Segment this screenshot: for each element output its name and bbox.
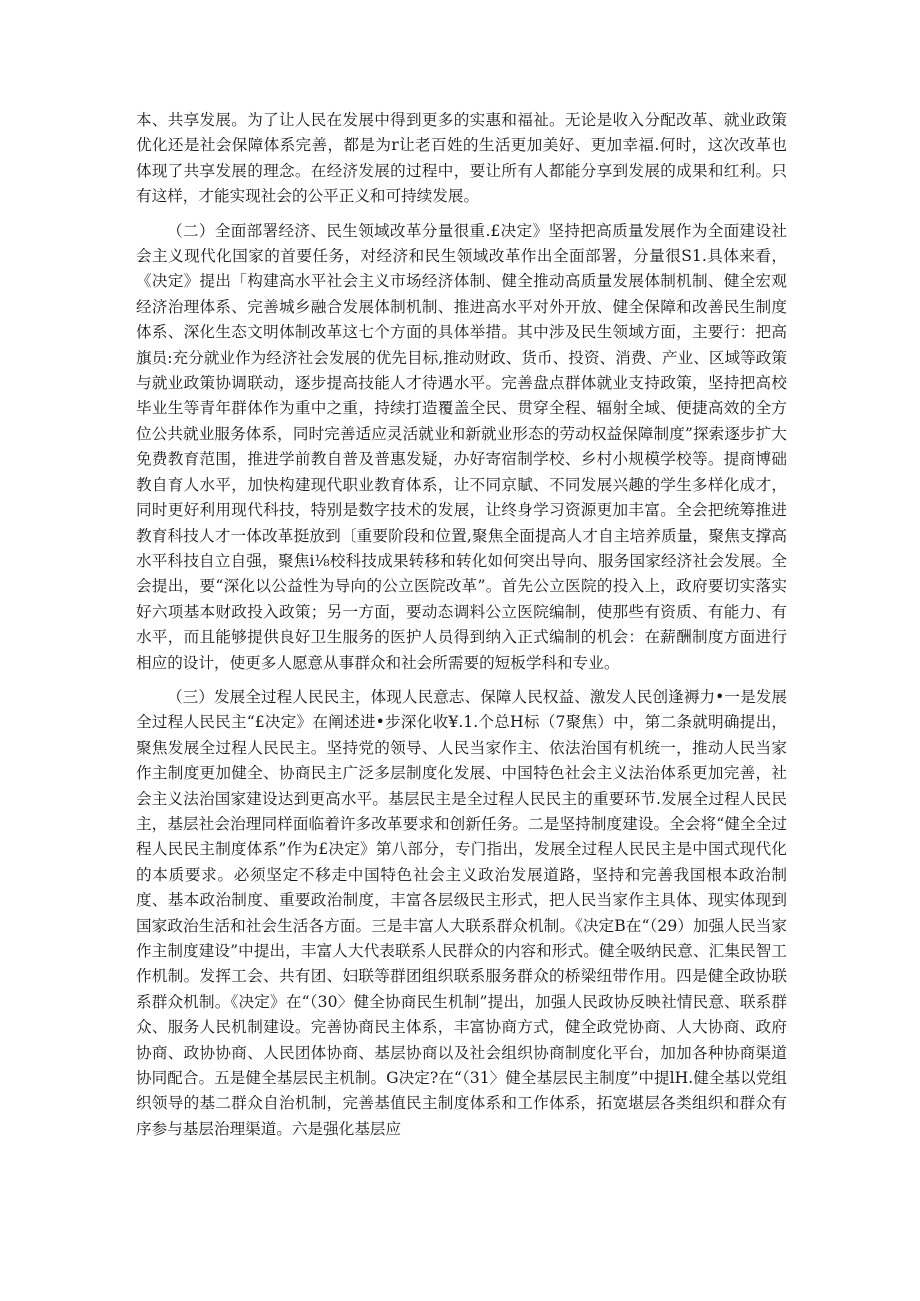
paragraph-economic-livelihood-reform: （二）全面部署经济、民生领域改革分量很重.£决定》坚持把高质量发展作为全面建设社会主义现代化国家的首要任务，对经济和民生领域改革作出全面部署，分量很S1.具体来看，《决定》提出「构建高水平社会主义市场经济体制、健全推动高质量发展体制机制、健全宏观经济治理体系、完善城乡融合发展体制机制、推进高水平对外开放、健全保障和改善民生制度体系、深化生态文明体制改革这七个方面的具体举措。其中涉及民生领域方面，主要行：把高旗员:充分就业作为经济社会发展的优先目标,推动财政、货币、投资、消费、产业、区域等政策与就业政策协调联动，逐步提高技能人才待遇水平。完善盘点群体就业支持政策，坚持把高校毕业生等青年群体作为重中之重，持续打造覆盖全民、贯穿全程、辐射全域、便捷高效的全方位公共就业服务体系，同时完善适应灵活就业和新就业形态的劳动权益保障制度”探索逐步扩大免费教育范围，推进学前教自普及普惠发疑，办好寄宿制学校、乡村小规模学校等。提商博础教自育人水平，加快构建现代职业教育体系，让不同京賦、不同发展兴趣的学生多样化成才，同时更好利用现代科技，特别是数字技术的发展，让终身学习资源更加丰富。全会把统筹推进教育科技人才一体改革挺放到〔重要阶段和位置,聚焦全面提高人才自主培养质量，聚焦支撑高水平科技自立自强，聚焦i⅛校科技成果转移和转化如何突出导向、服务国家经济社会发展。全会提出，要“深化以公益性为导向的公立医院改革”。首先公立医院的投入上，政府要切实落实好六项基本财政投入政策；另一方面，要动态调料公立医院编制，使那些有资质、有能力、有水平，而且能够提供良好卫生服务的医护人员得到纳入正式编制的机会：在薪酬制度方面进行相应的设计，使更多人愿意从事群众和社会所需要的短板学科和专业。 xyxy=(136,221,787,672)
paragraph-shared-development: 本、共享发展。为了让人民在发展中得到更多的实惠和福祉。无论是收入分配改革、就业政策优化还是社会保障体系完善，都是为r让老百姓的生活更加美好、更加幸福.何时，这次改革也体现了共享发展的理念。在经济发展的过程中，要让所有人都能分享到发展的成果和红利。只有这样，才能实现社会的公平正义和可持续发展。 xyxy=(136,111,787,206)
document-page xyxy=(136,108,787,1142)
paragraph-whole-process-democracy: （三）发展全过程人民民主，体现人民意志、保障人民权益、激发人民创逢褥力•一是发展全过程人民民主“£决定》在阐述进•步深化收¥.1.个总H标（7聚焦）中，第二条就明确提出，聚焦发展全过程人民民主。坚持党的领导、人民当家作主、依法治国有机统一，推动人民当家作主制度更加健全、协商民主广泛多层制度化发展、中国特色社会主义法治体系更加完善，社会主义法治国家建设达到更高水平。基层民主是全过程人民民主的重要环节.发展全过程人民民主，基层社会治理同样面临着许多改革要求和创新任务。二是坚持制度建设。全会将“健全全过程人民民主制度体系”作为£决定》第八部分，专门指出，发展全过程人民民主是中国式现代化的本质要求。必须坚定不移走中国特色社会主义政治发展道路，坚持和完善我国根本政治制度、基本政治制度、重要政治制度，丰富各层级民主形式，把人民当家作主具体、现实体现到国家政治生活和社会生活各方面。三是丰富人大联系群众机制。《决定B在“（29）加强人民当家作主制度建设”中提出，丰富人大代表联系人民群众的内容和形式。健全吸纳民意、汇集民智工作机制。发挥工会、共有团、妇联等群团组织联系服务群众的桥梁纽带作用。四是健全政协联系群众机制。《决定》在“（30〉健全协商民生机制”提出，加强人民政协反映社情民意、联系群众、服务人民机制建设。完善协商民主体系，丰富协商方式，健全政党协商、人大协商、政府协商、政协协商、人民团体协商、基层协商以及社会组织协商制度化平台，加加各种协商渠道协同配合。五是健全基层民主机制。G决定?在“（31〉健全基层民主制度”中提lH.健全基以党组织领导的基二群众自治机制，完善基值民主制度体系和工作体系，拓宽堪层各类组织和群众有序参与基层治理渠道。六是强化基层应 xyxy=(136,687,787,1138)
